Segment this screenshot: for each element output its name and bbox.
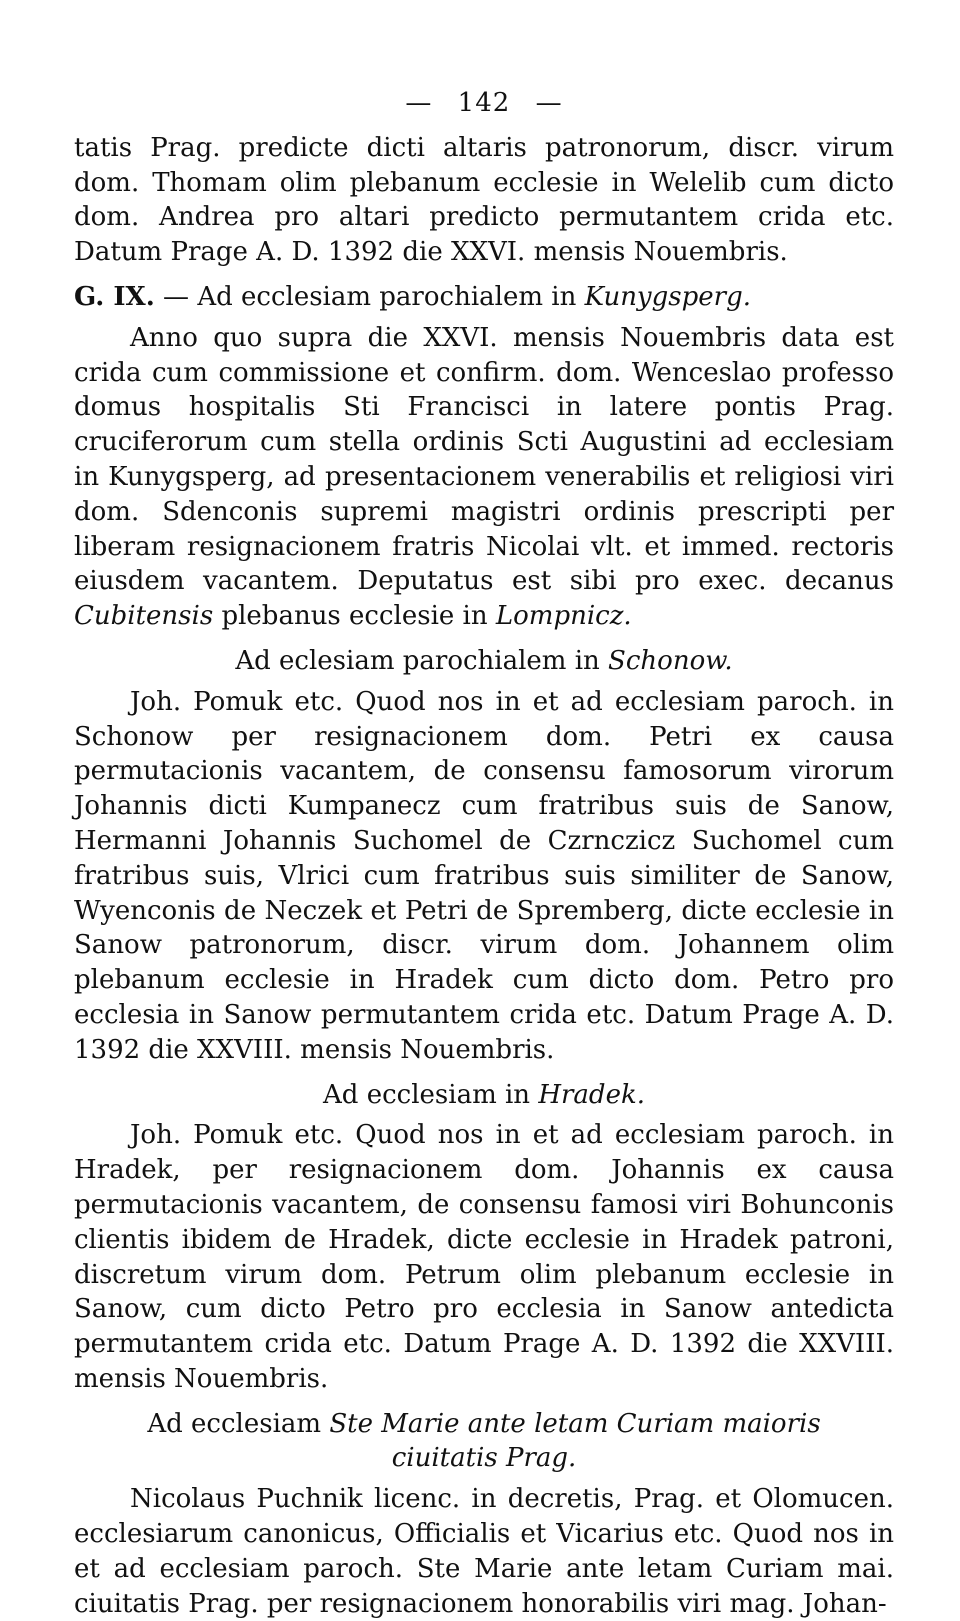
section-schonow-heading (74, 644, 894, 679)
continuation-paragraph: tatis Prag. predicte dicti altaris patronorum, discr. virum dom. Thomam olim plebanum ecclesie in Welelib cum dicto dom. Andrea pro altari predicto permutantem crida etc. Datum Prage A. D. 1392 die XXVI. mensis Nouembris. (74, 132, 894, 268)
section-marker: G. IX. (74, 281, 155, 312)
section-ste-marie-heading (74, 1407, 894, 1477)
running-head (74, 86, 894, 121)
section-g9-body-italic-2: Lompnicz. (495, 601, 632, 632)
section-hradek-place: Hradek. (538, 1079, 645, 1110)
section-schonow-body: Joh. Pomuk etc. Quod nos in et ad ecclesiam paroch. in Schonow per resignacionem dom. Petri ex causa permutacionis vacantem, de consensu famosorum virorum Johannis dicti Kumpanecz cum fratribus suis de Sanow, Hermanni Johannis Suchomel de Czrnczicz Suchomel cum fratribus suis, Vlrici cum fratribus suis similiter de Sanow, Wyenconis de Neczek et Petri de Spremberg, dicte ecclesie in Sanow patronorum, discr. virum dom. Johannem olim plebanum ecclesie in Hradek cum dicto dom. Petro pro ecclesia in Sanow permutantem crida etc. Datum Prage A. D. 1392 die XXVIII. mensis Nouembris. (74, 686, 894, 1065)
section-hradek-heading (74, 1078, 894, 1113)
section-hradek-heading-text: Ad ecclesiam in (323, 1079, 539, 1110)
document-page (74, 86, 894, 1621)
section-ste-marie-place-2: ciuitatis Prag. (391, 1443, 577, 1474)
section-ste-marie-place-1: Ste Marie ante letam Curiam maioris (329, 1408, 821, 1439)
page-number: 142 (457, 88, 511, 118)
section-schonow-heading-text: Ad eclesiam parochialem in (235, 645, 609, 676)
section-g9-body-text-1: Anno quo supra die XXVI. mensis Nouembris data est crida cum commissione et confirm. dom. Wenceslao professo domus hospitalis Sti Francisci in latere pontis Prag. cruciferorum cum stella ordinis Scti Augustini ad ecclesiam in Kunygsperg, ad presentacionem venerabilis et religiosi viri dom. Sdenconis supremi magistri ordinis prescripti per liberam resignacionem fratris Nicolai vlt. et immed. rectoris eiusdem vacantem. Deputatus est sibi pro exec. decanus (74, 322, 894, 597)
section-g9-heading (74, 280, 894, 315)
section-hradek-body: Joh. Pomuk etc. Quod nos in et ad ecclesiam paroch. in Hradek, per resignacionem dom. Johannis ex causa permutacionis vacantem, de consensu famosi viri Bohunconis clientis ibidem de Hradek, dicte ecclesie in Hradek patroni, discretum virum dom. Petrum olim plebanum ecclesie in Sanow, cum dicto Petro pro ecclesia in Sanow antedicta permutantem crida etc. Datum Prage A. D. 1392 die XXVIII. mensis Nouembris. (74, 1120, 894, 1394)
section-g9-dash: — (154, 281, 198, 312)
section-g9-body-text-2: plebanus ecclesie in (213, 601, 496, 632)
section-g9-heading-text: Ad ecclesiam parochialem in (197, 281, 585, 312)
section-g9-body (74, 321, 894, 634)
running-head-dash-left: — (405, 88, 433, 118)
section-g9-body-italic-1: Cubitensis (74, 601, 214, 632)
section-ste-marie-body: Nicolaus Puchnik licenc. in decretis, Prag. et Olomucen. ecclesiarum canonicus, Officialis et Vicarius etc. Quod nos in et ad ecclesiam paroch. Ste Marie ante letam Curiam mai. ciuitatis Prag. per resignacionem honorabilis viri mag. Johan- (74, 1484, 894, 1619)
section-ste-marie-heading-line-1 (74, 1407, 894, 1442)
section-ste-marie-heading-text: Ad ecclesiam (147, 1408, 330, 1439)
section-schonow-place: Schonow. (608, 645, 733, 676)
running-head-dash-right: — (535, 88, 563, 118)
section-g9-place: Kunygsperg. (584, 281, 751, 312)
